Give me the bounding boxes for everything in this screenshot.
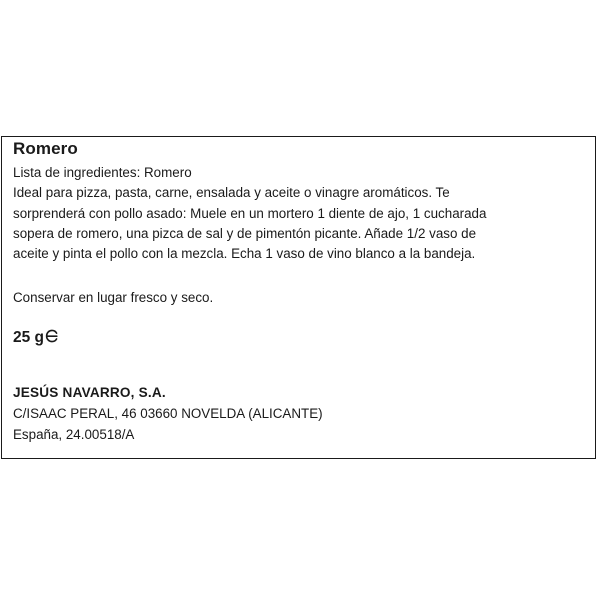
manufacturer-country-registry: España, 24.00518/A xyxy=(13,427,135,442)
manufacturer-name: JESÚS NAVARRO, S.A. xyxy=(13,385,166,400)
description-line-3: sopera de romero, una pizca de sal y de pimentón picante. Añade 1/2 vaso de xyxy=(13,226,477,241)
product-title: Romero xyxy=(13,139,78,158)
estimated-sign-icon xyxy=(45,329,59,348)
net-weight-value: 25 g xyxy=(13,328,45,346)
description-line-4: aceite y pinta el pollo con la mezcla. Echa 1 vaso de vino blanco a la bandeja. xyxy=(13,246,476,261)
manufacturer-address: C/ISAAC PERAL, 46 03660 NOVELDA (ALICANTE) xyxy=(13,406,323,421)
description-line-2: sorprenderá con pollo asado: Muele en un mortero 1 diente de ajo, 1 cucharada xyxy=(13,206,487,221)
storage-instructions: Conservar en lugar fresco y seco. xyxy=(13,290,214,305)
ingredients-line: Lista de ingredientes: Romero xyxy=(13,165,192,180)
description-line-1: Ideal para pizza, pasta, carne, ensalada y aceite o vinagre aromáticos. Te xyxy=(13,185,450,200)
net-weight xyxy=(13,328,59,347)
